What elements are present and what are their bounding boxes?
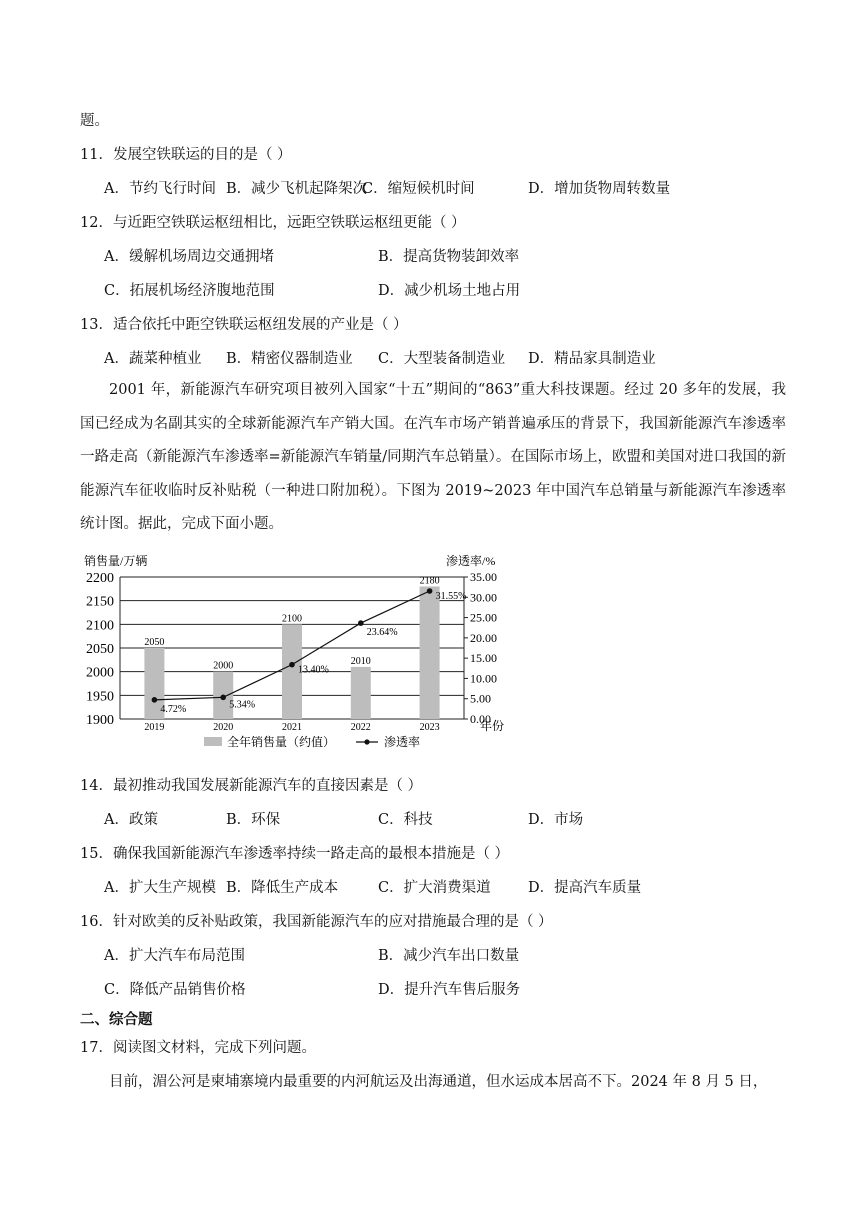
left-tick-label: 2150 bbox=[86, 594, 114, 610]
sales-penetration-chart bbox=[80, 548, 520, 760]
question-15-option-b: B．降低生产成本 bbox=[226, 880, 339, 896]
right-tick-label: 30.00 bbox=[470, 590, 497, 605]
question-12-option-a: A．缓解机场周边交通拥堵 bbox=[104, 249, 274, 265]
question-16-option-b: B．减少汽车出口数量 bbox=[378, 948, 520, 964]
question-13-option-c: C．大型装备制造业 bbox=[378, 351, 506, 367]
left-tick-label: 2100 bbox=[86, 618, 114, 634]
bar-2023 bbox=[420, 586, 440, 719]
question-17-paragraph: 目前，湄公河是柬埔寨境内最重要的内河航运及出海通道，但水运成本居高不下。2024 年 8 月 5 日， bbox=[109, 1074, 768, 1090]
question-14-option-b: B．环保 bbox=[226, 812, 281, 828]
penetration-value-label: 23.64% bbox=[366, 627, 398, 639]
x-tick-label: 2020 bbox=[213, 722, 234, 733]
question-14-option-c: C．科技 bbox=[378, 812, 433, 828]
penetration-point-2019 bbox=[152, 697, 158, 703]
left-tick-label: 2200 bbox=[86, 571, 114, 586]
question-13-option-d: D．精品家具制造业 bbox=[528, 351, 656, 367]
question-13-option-b: B．精密仪器制造业 bbox=[226, 351, 353, 367]
penetration-point-2022 bbox=[358, 620, 364, 626]
question-11-option-a: A．节约飞行时间 bbox=[104, 181, 216, 197]
question-17-stem: 17．阅读图文材料，完成下列问题。 bbox=[80, 1040, 316, 1056]
penetration-point-2021 bbox=[289, 662, 295, 668]
material-paragraph: 2001 年，新能源汽车研究项目被列入国家“十五”期间的“863”重大科技课题。经过 20 多年的发展，我国已经成为名副其实的全球新能源汽车产销大国。在汽车市场产销普遍承压的背景下，我国新能源汽车渗透率一路走高（新能源汽车渗透率=新能源汽车销量/同期汽车总销量）。在国际市场上，欧盟和美国对进口我国的新能源汽车征收临时反补贴税（一种进口附加税）。下图为 2019~2023 年中国汽车总销量与新能源汽车渗透率统计图。据此，完成下面小题。 bbox=[80, 382, 786, 533]
bar-value-label: 2100 bbox=[282, 613, 302, 625]
right-tick-label: 5.00 bbox=[470, 691, 491, 706]
x-tick-label: 2019 bbox=[144, 722, 165, 733]
question-11-option-d: D．增加货物周转数量 bbox=[528, 181, 671, 197]
left-tick-label: 1900 bbox=[86, 713, 114, 728]
legend-line-marker bbox=[364, 739, 369, 744]
right-tick-label: 10.00 bbox=[470, 671, 497, 686]
question-16-stem: 16．针对欧美的反补贴政策，我国新能源汽车的应对措施最合理的是（ ） bbox=[80, 914, 553, 930]
right-axis-title: 渗透率/% bbox=[446, 554, 496, 568]
question-11-option-c: C．缩短候机时间 bbox=[362, 181, 475, 197]
question-14-stem: 14．最初推动我国发展新能源汽车的直接因素是（ ） bbox=[80, 778, 423, 794]
bar-value-label: 2000 bbox=[213, 660, 234, 672]
legend-bar-swatch bbox=[204, 737, 222, 746]
question-16-option-d: D．提升汽车售后服务 bbox=[378, 982, 521, 998]
question-11-option-b: B．减少飞机起降架次 bbox=[226, 181, 368, 197]
x-axis-title: 年份 bbox=[480, 719, 505, 733]
bar-value-label: 2010 bbox=[350, 655, 371, 667]
question-13-option-a: A．蔬菜种植业 bbox=[104, 351, 202, 367]
penetration-point-2023 bbox=[427, 588, 433, 594]
legend-line-label: 渗透率 bbox=[384, 735, 421, 749]
question-15-option-c: C．扩大消费渠道 bbox=[378, 880, 491, 896]
penetration-value-label: 4.72% bbox=[160, 703, 187, 715]
x-tick-label: 2021 bbox=[282, 722, 302, 733]
top-fragment: 题。 bbox=[80, 113, 109, 129]
left-tick-label: 1950 bbox=[86, 689, 114, 705]
left-tick-label: 2000 bbox=[86, 665, 114, 681]
x-tick-label: 2023 bbox=[419, 722, 440, 733]
x-tick-label: 2022 bbox=[350, 722, 371, 733]
question-16-option-a: A．扩大汽车布局范围 bbox=[104, 948, 245, 964]
bar-value-label: 2180 bbox=[419, 575, 440, 587]
penetration-value-label: 13.40% bbox=[298, 664, 329, 676]
question-16-option-c: C．降低产品销售价格 bbox=[104, 982, 246, 998]
question-14-option-a: A．政策 bbox=[104, 812, 158, 828]
question-12-option-b: B．提高货物装卸效率 bbox=[378, 249, 520, 265]
question-12-option-d: D．减少机场土地占用 bbox=[378, 283, 521, 299]
question-12-stem: 12．与近距空铁联运枢纽相比，远距空铁联运枢纽更能（ ） bbox=[80, 215, 466, 231]
penetration-point-2020 bbox=[220, 695, 226, 701]
bar-value-label: 2050 bbox=[144, 637, 165, 648]
left-axis-title: 销售量/万辆 bbox=[84, 554, 148, 568]
question-15-option-a: A．扩大生产规模 bbox=[104, 880, 216, 896]
right-tick-label: 0.00 bbox=[470, 712, 491, 726]
left-tick-label: 2050 bbox=[86, 642, 114, 657]
right-tick-label: 25.00 bbox=[470, 610, 497, 625]
question-14-option-d: D．市场 bbox=[528, 812, 584, 828]
right-tick-label: 35.00 bbox=[470, 570, 497, 584]
question-15-option-d: D．提高汽车质量 bbox=[528, 880, 642, 896]
penetration-value-label: 5.34% bbox=[229, 699, 256, 711]
bar-2022 bbox=[351, 667, 371, 719]
question-12-option-c: C．拓展机场经济腹地范围 bbox=[104, 283, 275, 299]
legend-bar-label: 全年销售量（约值） bbox=[227, 735, 336, 749]
question-15-stem: 15．确保我国新能源汽车渗透率持续一路走高的最根本措施是（ ） bbox=[80, 846, 510, 862]
right-tick-label: 15.00 bbox=[470, 651, 497, 666]
penetration-value-label: 31.55% bbox=[435, 590, 467, 602]
question-11-stem: 11．发展空铁联运的目的是（ ） bbox=[80, 147, 292, 163]
right-tick-label: 20.00 bbox=[470, 630, 497, 645]
section-title: 二、综合题 bbox=[80, 1012, 153, 1028]
question-13-stem: 13．适合依托中距空铁联运枢纽发展的产业是（ ） bbox=[80, 317, 408, 333]
